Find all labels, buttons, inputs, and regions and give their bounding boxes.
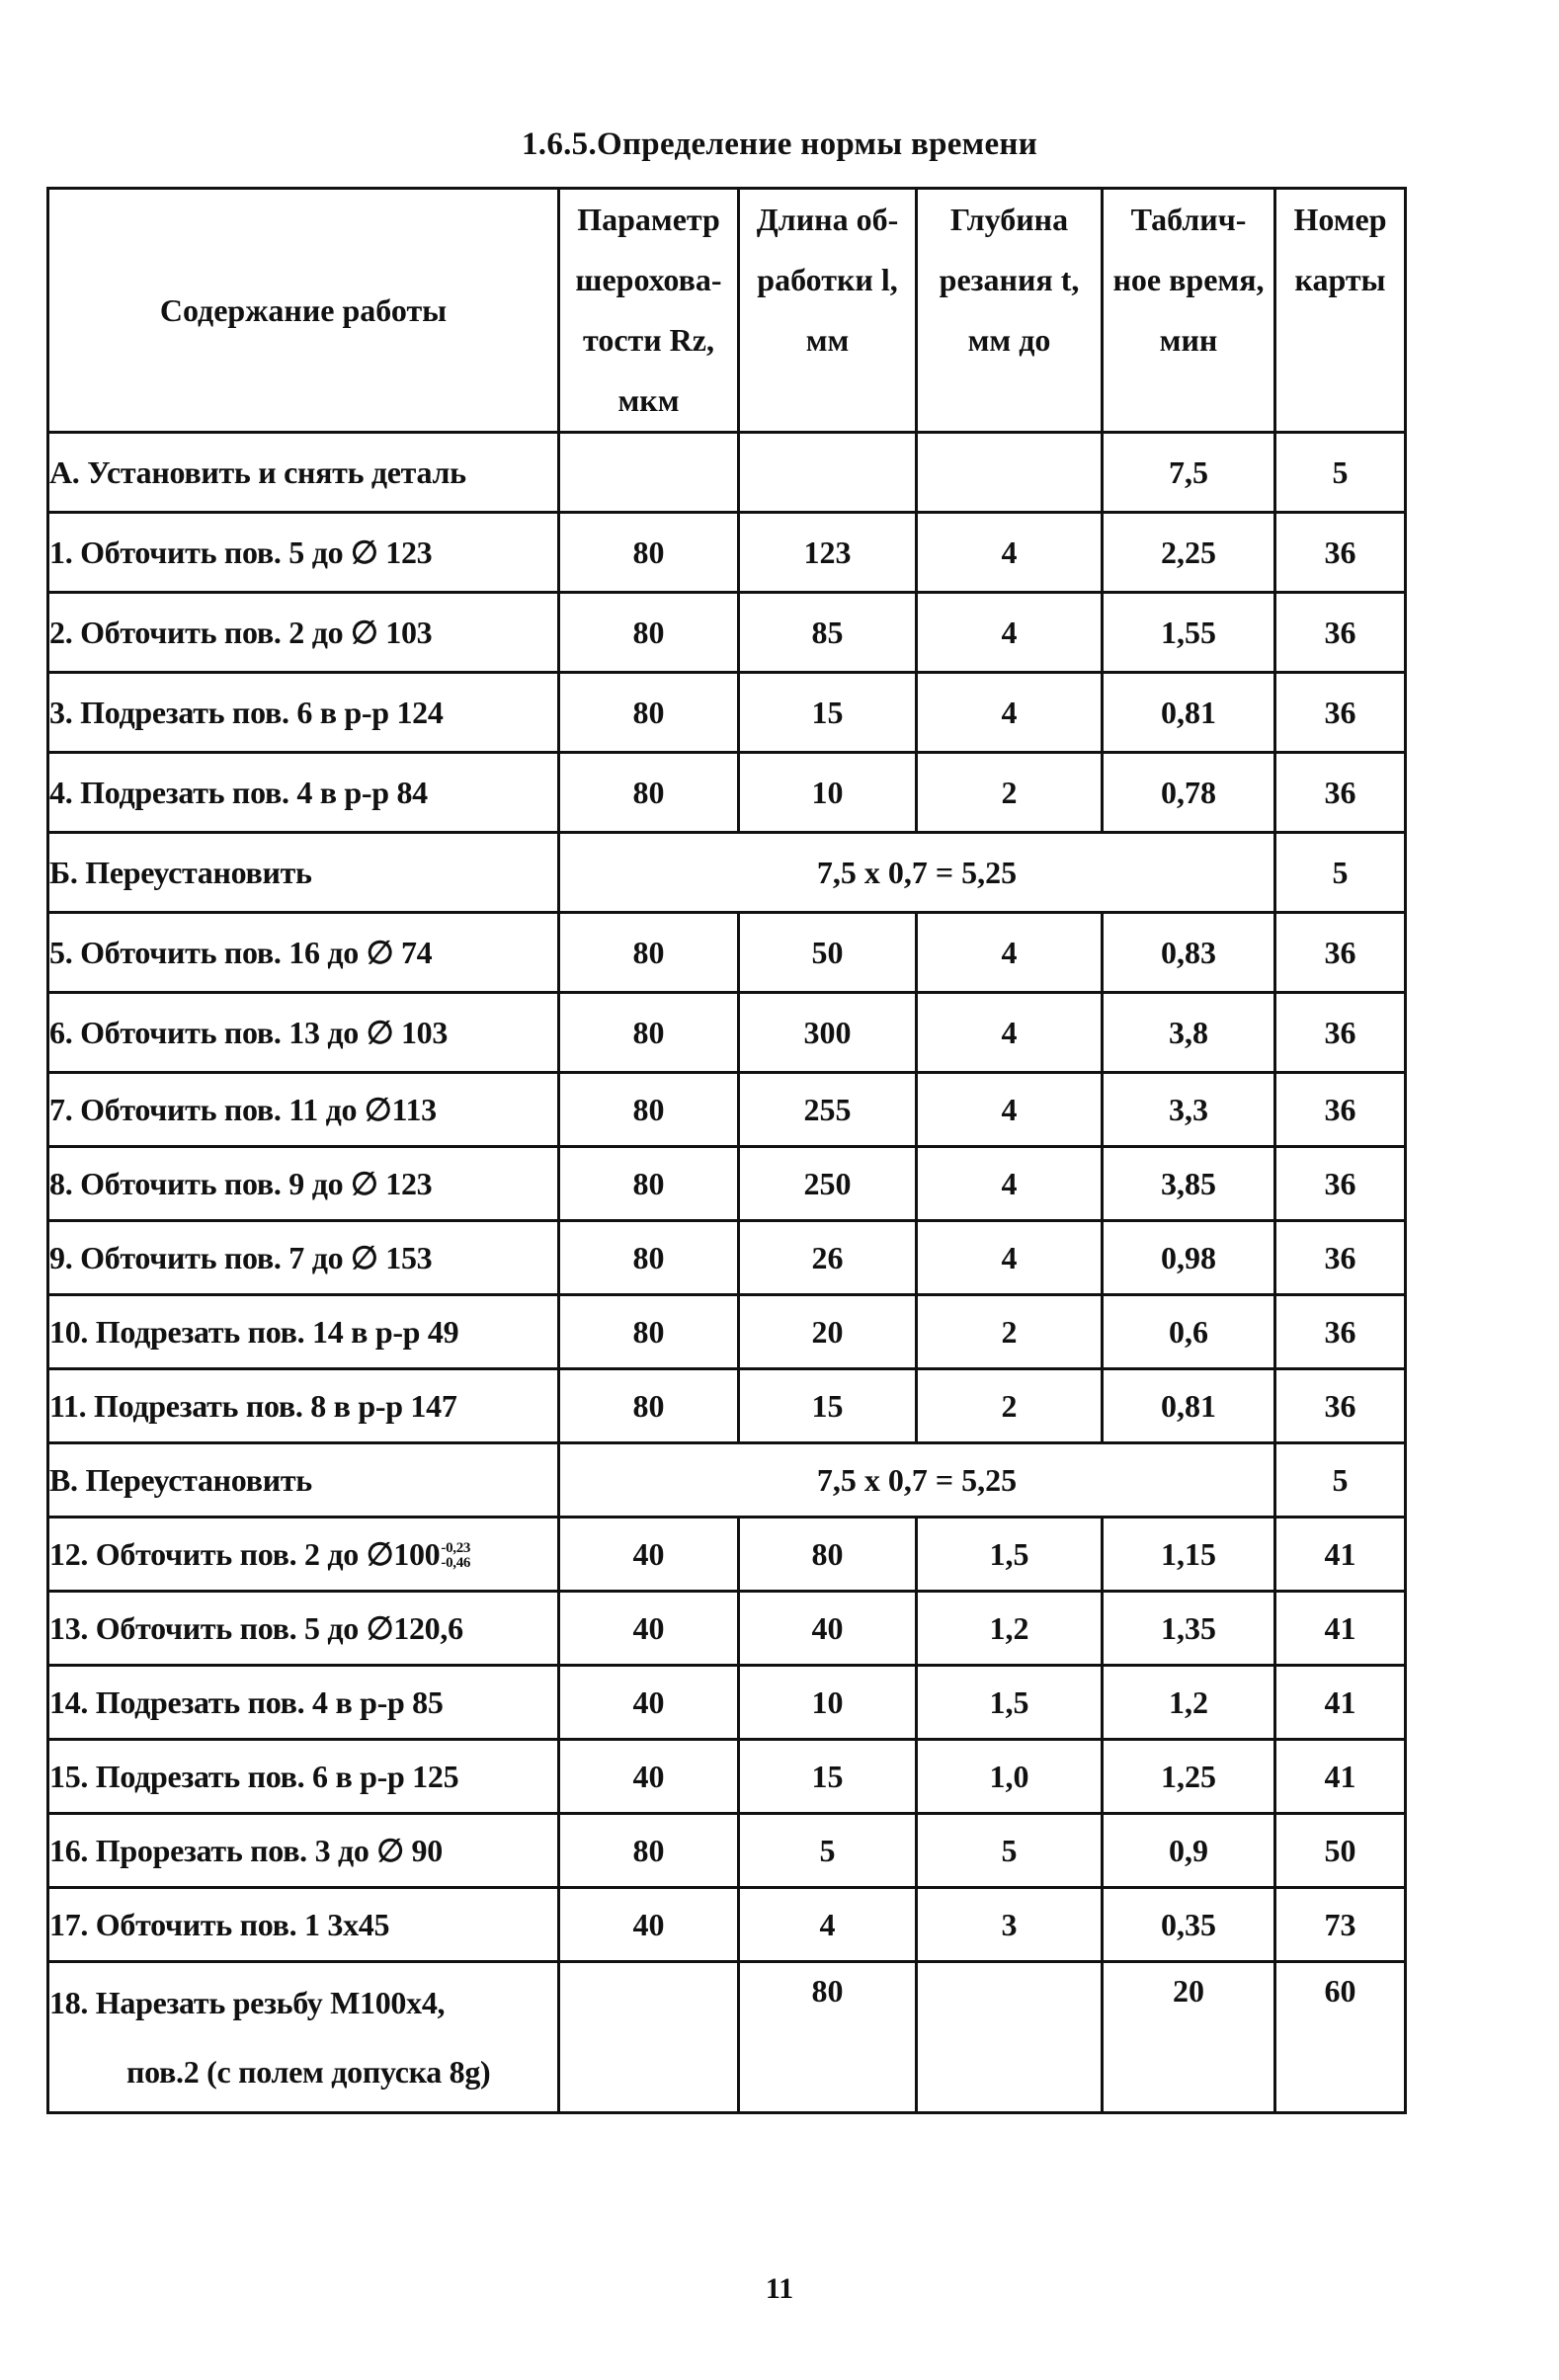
- work-cell: [48, 1073, 559, 1147]
- table-row: [48, 433, 1406, 513]
- work-text-continued: пов.2 (с полем допуска 8g): [126, 2054, 491, 2090]
- roughness-cell: 40: [559, 1592, 739, 1666]
- depth-cell: 4: [917, 1147, 1103, 1221]
- card-cell: 36: [1275, 1369, 1406, 1443]
- depth-cell: 1,5: [917, 1666, 1103, 1740]
- depth-cell: 4: [917, 513, 1103, 593]
- table-row: [48, 1740, 1406, 1814]
- table-row: [48, 1443, 1406, 1518]
- time-cell: 3,85: [1103, 1147, 1275, 1221]
- header-line: Параметр: [577, 202, 720, 237]
- table-row: [48, 1147, 1406, 1221]
- card-cell: 73: [1275, 1888, 1406, 1962]
- section-title: 1.6.5.Определение нормы времени: [521, 126, 1038, 162]
- length-cell: 300: [739, 993, 917, 1073]
- card-cell: 5: [1275, 1443, 1406, 1518]
- depth-cell: 2: [917, 1369, 1103, 1443]
- header-card: [1275, 189, 1406, 433]
- header-line: резания t,: [939, 262, 1080, 297]
- work-text: 18. Нарезать резьбу М100х4,: [49, 1985, 446, 2020]
- header-work: Содержание работы: [48, 189, 559, 433]
- work-text: 13. Обточить пов. 5 до ∅120,6: [49, 1610, 463, 1646]
- depth-cell: 2: [917, 753, 1103, 833]
- roughness-cell: 80: [559, 673, 739, 753]
- tolerance-upper: -0,23: [441, 1539, 471, 1556]
- time-cell: 1,15: [1103, 1518, 1275, 1592]
- header-line: мкм: [617, 382, 680, 418]
- roughness-cell: 80: [559, 993, 739, 1073]
- table-row: [48, 1666, 1406, 1740]
- table-row: [48, 1221, 1406, 1295]
- roughness-cell: 80: [559, 1369, 739, 1443]
- length-cell: [739, 433, 917, 513]
- work-text: А. Установить и снять деталь: [49, 453, 466, 490]
- roughness-cell: 80: [559, 753, 739, 833]
- roughness-cell: 40: [559, 1888, 739, 1962]
- header-depth: [917, 189, 1103, 433]
- header-row: [48, 189, 1406, 433]
- card-cell: 36: [1275, 993, 1406, 1073]
- header-line: работки l,: [757, 262, 898, 297]
- time-cell: 20: [1103, 1962, 1275, 2113]
- depth-cell: 4: [917, 913, 1103, 993]
- work-text: 5. Обточить пов. 16 до ∅ 74: [49, 935, 433, 970]
- header-line: Номер: [1293, 202, 1387, 237]
- work-cell: [48, 433, 559, 513]
- time-cell: 3,3: [1103, 1073, 1275, 1147]
- roughness-cell: [559, 1962, 739, 2113]
- tolerance: [441, 1541, 470, 1571]
- roughness-cell: 80: [559, 913, 739, 993]
- length-cell: 10: [739, 753, 917, 833]
- roughness-cell: 80: [559, 593, 739, 673]
- header-line: тости Rz,: [583, 322, 714, 358]
- card-cell: 50: [1275, 1814, 1406, 1888]
- depth-cell: 4: [917, 593, 1103, 673]
- table-row: [48, 1592, 1406, 1666]
- depth-cell: 1,5: [917, 1518, 1103, 1592]
- work-text: 4. Подрезать пов. 4 в р-р 84: [49, 774, 428, 810]
- depth-cell: 4: [917, 1221, 1103, 1295]
- card-cell: 41: [1275, 1592, 1406, 1666]
- card-cell: 36: [1275, 753, 1406, 833]
- time-cell: 0,78: [1103, 753, 1275, 833]
- table-row: [48, 913, 1406, 993]
- roughness-cell: [559, 433, 739, 513]
- length-cell: 5: [739, 1814, 917, 1888]
- time-cell: 3,8: [1103, 993, 1275, 1073]
- work-cell: [48, 833, 559, 913]
- header-line: мм: [805, 322, 850, 358]
- length-cell: 40: [739, 1592, 917, 1666]
- card-cell: 41: [1275, 1666, 1406, 1740]
- time-cell: 1,35: [1103, 1592, 1275, 1666]
- work-cell: [48, 1369, 559, 1443]
- depth-cell: 4: [917, 1073, 1103, 1147]
- length-cell: 123: [739, 513, 917, 593]
- table-row: [48, 1962, 1406, 2113]
- roughness-cell: 80: [559, 1221, 739, 1295]
- table-row: [48, 1518, 1406, 1592]
- work-text: 11. Подрезать пов. 8 в р-р 147: [49, 1387, 457, 1424]
- work-text: 12. Обточить пов. 2 до ∅100: [49, 1536, 441, 1572]
- length-cell: 20: [739, 1295, 917, 1369]
- work-cell: [48, 513, 559, 593]
- table-row: [48, 1073, 1406, 1147]
- work-text: 14. Подрезать пов. 4 в р-р 85: [49, 1683, 444, 1720]
- roughness-cell: 80: [559, 1814, 739, 1888]
- card-cell: 36: [1275, 1221, 1406, 1295]
- length-cell: 4: [739, 1888, 917, 1962]
- work-text: 3. Подрезать пов. 6 в р-р 124: [49, 694, 444, 730]
- time-cell: 0,9: [1103, 1814, 1275, 1888]
- work-cell: [48, 593, 559, 673]
- work-cell: [48, 993, 559, 1073]
- length-cell: 85: [739, 593, 917, 673]
- work-text: 7. Обточить пов. 11 до ∅113: [49, 1092, 437, 1127]
- time-cell: 1,55: [1103, 593, 1275, 673]
- work-cell: [48, 1221, 559, 1295]
- roughness-cell: 80: [559, 1073, 739, 1147]
- depth-cell: [917, 433, 1103, 513]
- work-text: 8. Обточить пов. 9 до ∅ 123: [49, 1166, 433, 1201]
- length-cell: 250: [739, 1147, 917, 1221]
- depth-cell: [917, 1962, 1103, 2113]
- work-cell: [48, 1962, 559, 2113]
- length-cell: 80: [739, 1518, 917, 1592]
- roughness-cell: 80: [559, 1295, 739, 1369]
- work-cell: [48, 673, 559, 753]
- time-cell: 7,5: [1103, 433, 1275, 513]
- time-cell: 0,6: [1103, 1295, 1275, 1369]
- table-row: [48, 833, 1406, 913]
- time-cell: 2,25: [1103, 513, 1275, 593]
- card-cell: 36: [1275, 913, 1406, 993]
- card-cell: 60: [1275, 1962, 1406, 2113]
- header-time: [1103, 189, 1275, 433]
- length-cell: 15: [739, 673, 917, 753]
- work-text: 16. Прорезать пов. 3 до ∅ 90: [49, 1833, 443, 1868]
- roughness-cell: 40: [559, 1740, 739, 1814]
- table-row: [48, 993, 1406, 1073]
- card-cell: 36: [1275, 1147, 1406, 1221]
- work-cell: [48, 913, 559, 993]
- work-cell: [48, 1666, 559, 1740]
- work-cell: [48, 1147, 559, 1221]
- work-cell: [48, 753, 559, 833]
- card-cell: 36: [1275, 513, 1406, 593]
- time-cell: 0,98: [1103, 1221, 1275, 1295]
- work-text: 15. Подрезать пов. 6 в р-р 125: [49, 1758, 459, 1794]
- table-row: [48, 513, 1406, 593]
- length-cell: 10: [739, 1666, 917, 1740]
- table-row: [48, 1888, 1406, 1962]
- header-line: Глубина: [949, 202, 1069, 237]
- card-cell: 41: [1275, 1518, 1406, 1592]
- depth-cell: 4: [917, 993, 1103, 1073]
- page-number: 11: [765, 2272, 794, 2305]
- work-cell: [48, 1295, 559, 1369]
- time-cell: 0,35: [1103, 1888, 1275, 1962]
- merged-time-cell: 7,5 х 0,7 = 5,25: [559, 1443, 1275, 1518]
- table-row: [48, 1814, 1406, 1888]
- work-text: 10. Подрезать пов. 14 в р-р 49: [49, 1313, 459, 1350]
- header-line: ное время,: [1112, 262, 1265, 297]
- work-cell: [48, 1443, 559, 1518]
- time-cell: 0,81: [1103, 1369, 1275, 1443]
- length-cell: 15: [739, 1740, 917, 1814]
- length-cell: 50: [739, 913, 917, 993]
- header-line: мм до: [967, 322, 1051, 358]
- card-cell: 5: [1275, 833, 1406, 913]
- roughness-cell: 40: [559, 1518, 739, 1592]
- work-cell: [48, 1814, 559, 1888]
- work-cell: [48, 1740, 559, 1814]
- card-cell: 41: [1275, 1740, 1406, 1814]
- depth-cell: 3: [917, 1888, 1103, 1962]
- length-cell: 80: [739, 1962, 917, 2113]
- header-line: карты: [1294, 262, 1386, 297]
- tolerance-lower: -0,46: [441, 1554, 471, 1571]
- header-line: Длина об-: [756, 202, 899, 237]
- work-text: 2. Обточить пов. 2 до ∅ 103: [49, 615, 433, 650]
- header-roughness: [559, 189, 739, 433]
- table-row: [48, 1369, 1406, 1443]
- work-text: 9. Обточить пов. 7 до ∅ 153: [49, 1240, 433, 1275]
- header-line: мин: [1159, 322, 1218, 358]
- header-line: шерохова-: [575, 262, 722, 297]
- card-cell: 36: [1275, 673, 1406, 753]
- table-row: [48, 1295, 1406, 1369]
- roughness-cell: 80: [559, 513, 739, 593]
- depth-cell: 1,0: [917, 1740, 1103, 1814]
- work-text: 6. Обточить пов. 13 до ∅ 103: [49, 1015, 449, 1050]
- time-cell: 1,2: [1103, 1666, 1275, 1740]
- merged-time-cell: 7,5 х 0,7 = 5,25: [559, 833, 1275, 913]
- depth-cell: 2: [917, 1295, 1103, 1369]
- header-length: [739, 189, 917, 433]
- roughness-cell: 40: [559, 1666, 739, 1740]
- work-cell: [48, 1518, 559, 1592]
- roughness-cell: 80: [559, 1147, 739, 1221]
- card-cell: 36: [1275, 1295, 1406, 1369]
- table-row: [48, 673, 1406, 753]
- table-row: [48, 593, 1406, 673]
- length-cell: 15: [739, 1369, 917, 1443]
- depth-cell: 1,2: [917, 1592, 1103, 1666]
- depth-cell: 4: [917, 673, 1103, 753]
- work-text: 17. Обточить пов. 1 3х45: [49, 1906, 390, 1942]
- header-line: Таблич-: [1130, 202, 1247, 237]
- table-row: [48, 753, 1406, 833]
- card-cell: 5: [1275, 433, 1406, 513]
- work-text: 1. Обточить пов. 5 до ∅ 123: [49, 534, 433, 570]
- work-text: В. Переустановить: [49, 1461, 312, 1498]
- depth-cell: 5: [917, 1814, 1103, 1888]
- card-cell: 36: [1275, 1073, 1406, 1147]
- work-cell: [48, 1888, 559, 1962]
- time-cell: 0,83: [1103, 913, 1275, 993]
- time-cell: 1,25: [1103, 1740, 1275, 1814]
- time-cell: 0,81: [1103, 673, 1275, 753]
- work-cell: [48, 1592, 559, 1666]
- length-cell: 26: [739, 1221, 917, 1295]
- time-norm-table: [46, 187, 1407, 2114]
- length-cell: 255: [739, 1073, 917, 1147]
- work-text: Б. Переустановить: [49, 854, 312, 890]
- card-cell: 36: [1275, 593, 1406, 673]
